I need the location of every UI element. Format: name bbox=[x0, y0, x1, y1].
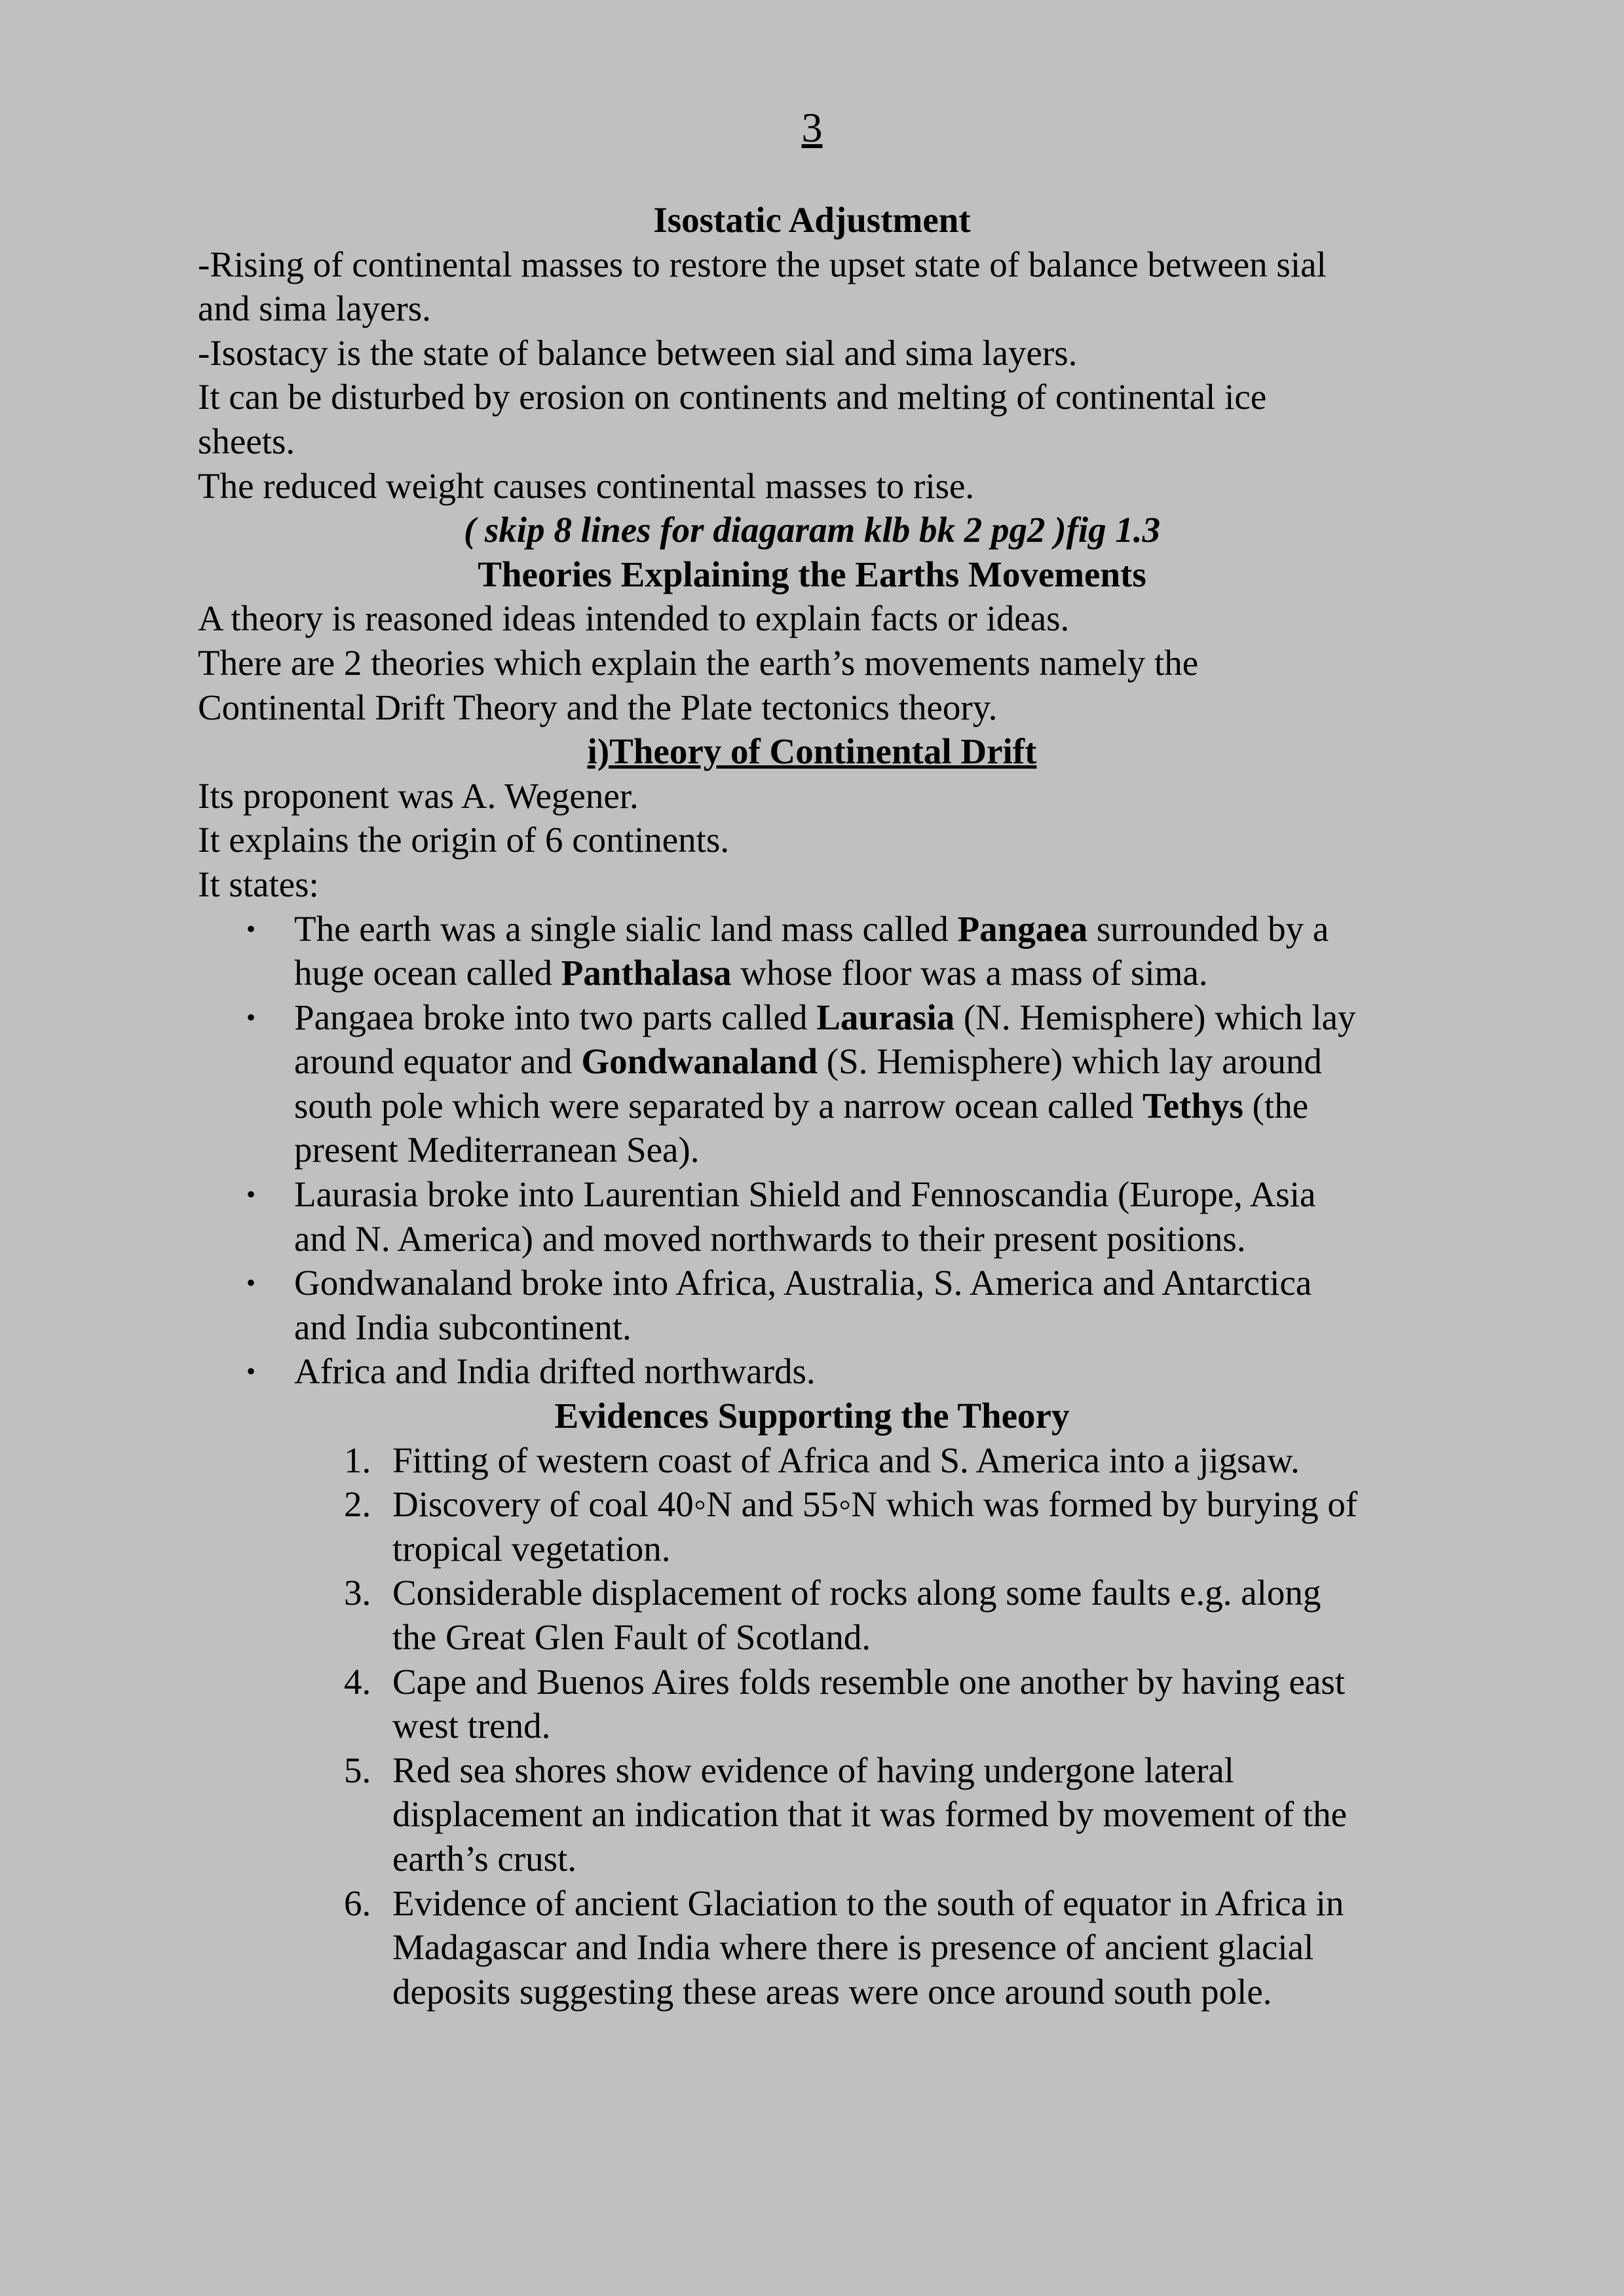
bullet-list-line bbox=[0, 1084, 1624, 1128]
text-line bbox=[0, 641, 1624, 685]
bold-term: Panthalasa bbox=[561, 953, 732, 993]
numbered-list-line bbox=[0, 1881, 1624, 1926]
text-segment: sheets. bbox=[198, 421, 295, 461]
text-segment: surrounded by a bbox=[1087, 908, 1329, 949]
text-segment: Fitting of western coast of Africa and S. America into a jigsaw. bbox=[392, 1440, 1300, 1480]
text-line bbox=[0, 596, 1624, 641]
bullet-list-line bbox=[0, 995, 1624, 1040]
bold-term: Tethys bbox=[1142, 1085, 1243, 1126]
text-line bbox=[0, 286, 1624, 331]
numbered-list-line bbox=[0, 1792, 1624, 1837]
text-segment: south pole which were separated by a narrow ocean called bbox=[294, 1085, 1142, 1126]
heading-line bbox=[0, 1394, 1624, 1438]
text-segment: around equator and bbox=[294, 1041, 582, 1082]
document-body bbox=[0, 198, 1624, 2014]
list-number: 5. bbox=[344, 1750, 371, 1790]
text-segment: Theories Explaining the Earths Movements bbox=[478, 554, 1146, 594]
numbered-list-line bbox=[0, 1970, 1624, 2014]
bold-term: Laurasia bbox=[816, 997, 955, 1037]
bullet-list-line bbox=[0, 907, 1624, 951]
text-segment: Its proponent was A. Wegener. bbox=[198, 775, 639, 816]
text-segment: Africa and India drifted northwards. bbox=[294, 1351, 816, 1392]
text-segment: Considerable displacement of rocks along some faults e.g. along bbox=[392, 1573, 1321, 1613]
text-segment: (N. Hemisphere) which lay bbox=[954, 997, 1356, 1037]
text-line bbox=[0, 774, 1624, 818]
text-line bbox=[0, 464, 1624, 508]
numbered-list-line bbox=[0, 1615, 1624, 1660]
text-segment: west trend. bbox=[392, 1706, 551, 1746]
text-segment: deposits suggesting these areas were once around south pole. bbox=[392, 1971, 1272, 2012]
text-segment: Continental Drift Theory and the Plate tectonics theory. bbox=[198, 687, 998, 727]
text-segment: -Rising of continental masses to restore the upset state of balance between sial bbox=[198, 244, 1327, 284]
bullet-list-line bbox=[0, 1172, 1624, 1217]
heading-line bbox=[0, 729, 1624, 774]
numbered-list-line bbox=[0, 1660, 1624, 1704]
page-number: 3 bbox=[801, 104, 823, 151]
text-segment: whose floor was a mass of sima. bbox=[731, 953, 1208, 993]
numbered-list-line bbox=[0, 1482, 1624, 1527]
text-line bbox=[0, 375, 1624, 419]
text-segment: Discovery of coal 40◦N and 55◦N which was formed by burying of bbox=[392, 1484, 1358, 1525]
bullet-icon: • bbox=[246, 1268, 256, 1298]
bullet-list-line bbox=[0, 1039, 1624, 1084]
text-segment: There are 2 theories which explain the earth’s movements namely the bbox=[198, 642, 1199, 683]
text-segment: Laurasia broke into Laurentian Shield and Fennoscandia (Europe, Asia bbox=[294, 1174, 1316, 1215]
heading-line bbox=[0, 198, 1624, 242]
numbered-list-line bbox=[0, 1527, 1624, 1571]
text-segment: tropical vegetation. bbox=[392, 1528, 671, 1569]
text-segment: and India subcontinent. bbox=[294, 1307, 632, 1347]
bullet-icon: • bbox=[246, 1356, 256, 1387]
text-segment: displacement an indication that it was formed by movement of the bbox=[392, 1794, 1348, 1835]
list-number: 1. bbox=[344, 1440, 371, 1480]
heading-line bbox=[0, 508, 1624, 552]
text-line bbox=[0, 862, 1624, 907]
text-segment: Cape and Buenos Aires folds resemble one another by having east bbox=[392, 1661, 1346, 1702]
bullet-list-line bbox=[0, 1217, 1624, 1261]
bold-term: Pangaea bbox=[957, 908, 1088, 949]
numbered-list-line bbox=[0, 1837, 1624, 1881]
text-segment: (S. Hemisphere) which lay around bbox=[818, 1041, 1322, 1082]
text-segment: Pangaea broke into two parts called bbox=[294, 997, 817, 1037]
text-segment: Red sea shores show evidence of having undergone lateral bbox=[392, 1750, 1234, 1790]
bullet-icon: • bbox=[246, 1002, 256, 1032]
text-segment: A theory is reasoned ideas intended to explain facts or ideas. bbox=[198, 598, 1070, 639]
text-segment: ( skip 8 lines for diagaram klb bk 2 pg2 )fig 1.3 bbox=[463, 510, 1161, 550]
text-segment: Evidence of ancient Glaciation to the south of equator in Africa in bbox=[392, 1883, 1344, 1923]
text-line bbox=[0, 242, 1624, 287]
numbered-list-line bbox=[0, 1571, 1624, 1615]
text-segment: huge ocean called bbox=[294, 953, 561, 993]
text-segment: (the bbox=[1243, 1085, 1309, 1126]
text-segment: Evidences Supporting the Theory bbox=[554, 1396, 1070, 1436]
text-segment: It states: bbox=[198, 864, 319, 904]
list-number: 3. bbox=[344, 1573, 371, 1613]
text-line bbox=[0, 818, 1624, 862]
bullet-list-line bbox=[0, 1261, 1624, 1305]
text-segment: The earth was a single sialic land mass called bbox=[294, 908, 958, 949]
numbered-list-line bbox=[0, 1438, 1624, 1483]
text-segment: The reduced weight causes continental masses to rise. bbox=[198, 465, 975, 506]
text-segment: Madagascar and India where there is presence of ancient glacial bbox=[392, 1927, 1314, 1968]
text-segment: -Isostacy is the state of balance between sial and sima layers. bbox=[198, 332, 1078, 373]
list-number: 2. bbox=[344, 1484, 371, 1525]
list-number: 4. bbox=[344, 1661, 371, 1702]
list-number: 6. bbox=[344, 1883, 371, 1923]
bold-term: Gondwanaland bbox=[581, 1041, 818, 1082]
numbered-list-line bbox=[0, 1925, 1624, 1970]
text-line bbox=[0, 331, 1624, 375]
text-segment: the Great Glen Fault of Scotland. bbox=[392, 1617, 871, 1657]
heading-line bbox=[0, 552, 1624, 597]
bullet-list-line bbox=[0, 951, 1624, 995]
text-segment: earth’s crust. bbox=[392, 1838, 577, 1879]
text-segment: and sima layers. bbox=[198, 288, 431, 329]
text-line bbox=[0, 685, 1624, 730]
bullet-icon: • bbox=[246, 913, 256, 944]
text-segment: present Mediterranean Sea). bbox=[294, 1130, 700, 1170]
text-line bbox=[0, 419, 1624, 464]
numbered-list-line bbox=[0, 1748, 1624, 1793]
text-segment: and N. America) and moved northwards to their present positions. bbox=[294, 1218, 1246, 1259]
numbered-list-line bbox=[0, 1704, 1624, 1748]
text-segment: i)Theory of Continental Drift bbox=[587, 731, 1037, 772]
text-segment: It can be disturbed by erosion on continents and melting of continental ice bbox=[198, 377, 1267, 417]
text-segment: It explains the origin of 6 continents. bbox=[198, 820, 730, 860]
text-segment: Gondwanaland broke into Africa, Australia, S. America and Antarctica bbox=[294, 1263, 1312, 1303]
bullet-list-line bbox=[0, 1305, 1624, 1350]
text-segment: Isostatic Adjustment bbox=[653, 200, 971, 240]
bullet-icon: • bbox=[246, 1179, 256, 1210]
bullet-list-line bbox=[0, 1128, 1624, 1172]
bullet-list-line bbox=[0, 1349, 1624, 1394]
